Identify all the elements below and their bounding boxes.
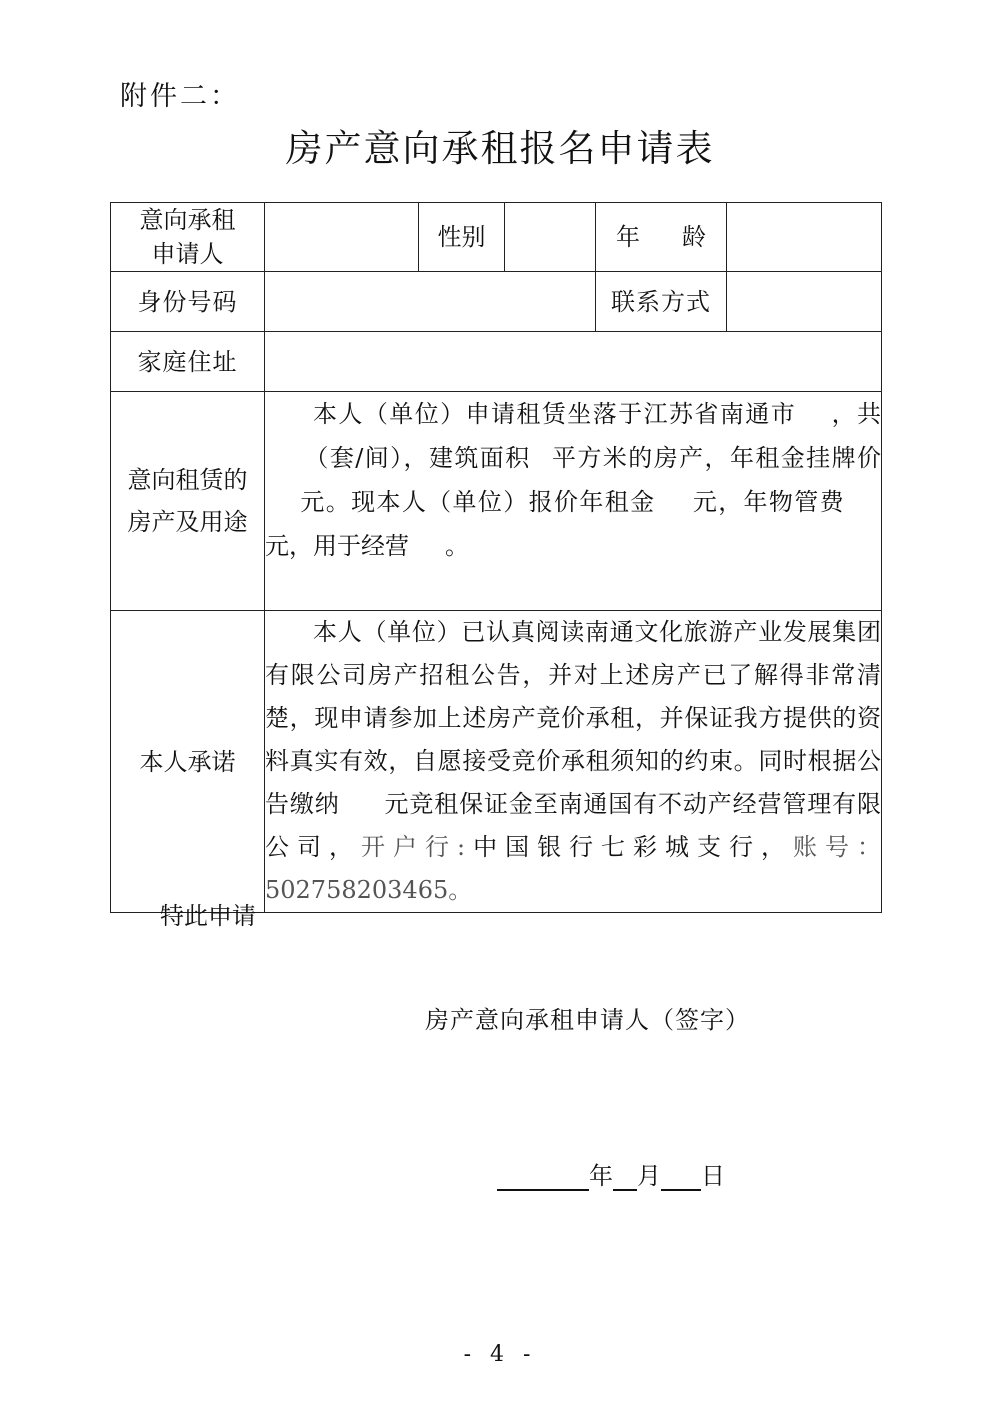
usage-text-location: 本人（单位）申请租赁坐落于江苏省南通市	[313, 400, 797, 428]
day-label: 日	[701, 1162, 725, 1190]
usage-label-cell	[111, 392, 265, 611]
gender-field[interactable]	[505, 203, 596, 272]
commitment-text-main: 本人（单位）已认真阅读南通文化旅游产业发展集团有限公司房产招租公告，并对上述房产已了解得非常清楚，现申请参加上述房产竞价承租，并保证我方提供的资料真实有效，自愿接受竞价承租须知的约束。同时根据公告缴纳	[265, 618, 881, 818]
commitment-text-deposit: 元竞租保证金至南通国有不动产经营管理有限公司，	[265, 790, 881, 861]
address-label: 家庭住址	[111, 332, 265, 392]
commitment-text	[265, 611, 882, 913]
usage-text-count: ，共	[830, 400, 882, 428]
applicant-label-line2: 申请人	[151, 240, 224, 268]
address-field[interactable]	[265, 332, 882, 392]
month-label: 月	[637, 1162, 661, 1190]
commitment-label: 本人承诺	[111, 611, 265, 913]
usage-label-line2: 房产及用途	[127, 508, 248, 536]
usage-text-area: （套/间），建筑面积	[303, 444, 531, 472]
day-blank[interactable]	[661, 1161, 701, 1191]
usage-label-line1: 意向租赁的	[127, 466, 248, 494]
usage-text-end: 。	[445, 532, 469, 560]
usage-description	[265, 392, 882, 611]
usage-text-list-price: 平方米的房产，年租金挂牌价	[550, 444, 882, 472]
gender-label: 性别	[419, 203, 505, 272]
age-field[interactable]	[727, 203, 882, 272]
year-blank[interactable]	[497, 1161, 589, 1191]
account-label: 账号：	[793, 833, 882, 861]
contact-field[interactable]	[727, 272, 882, 332]
page-title: 房产意向承租报名申请表	[285, 127, 715, 170]
id-number-field[interactable]	[265, 272, 596, 332]
id-label: 身份号码	[111, 272, 265, 332]
usage-row	[111, 392, 882, 611]
account-number: 502758203465。	[265, 876, 473, 904]
usage-text-mgmt-fee: 元，年物管费	[691, 488, 846, 516]
address-row	[111, 332, 882, 392]
age-label-part1: 年	[616, 223, 640, 251]
commitment-row	[111, 611, 882, 913]
applicant-label-cell	[111, 203, 265, 272]
contact-label: 联系方式	[596, 272, 727, 332]
applicant-label-line1: 意向承租	[139, 206, 236, 234]
month-blank[interactable]	[613, 1161, 637, 1191]
applicant-name-field[interactable]	[265, 203, 419, 272]
applicant-row	[111, 203, 882, 272]
usage-text-bid-rent: 元。现本人（单位）报价年租金	[299, 488, 656, 516]
age-label	[596, 203, 727, 272]
usage-text-purpose: 元，用于经营	[265, 532, 409, 560]
signature-label: 房产意向承租申请人（签字）	[425, 1006, 750, 1034]
bank-name: 中国银行七彩城支行，	[465, 833, 794, 861]
closing-text: 特此申请	[160, 902, 256, 930]
bank-label: 开户行:	[361, 833, 466, 861]
age-label-part2: 龄	[682, 223, 706, 251]
id-row	[111, 272, 882, 332]
application-form-table	[110, 202, 882, 913]
page-number: - 4 -	[463, 1342, 537, 1367]
year-label: 年	[589, 1162, 613, 1190]
attachment-label: 附件二：	[120, 81, 240, 112]
date-line	[497, 1156, 725, 1191]
